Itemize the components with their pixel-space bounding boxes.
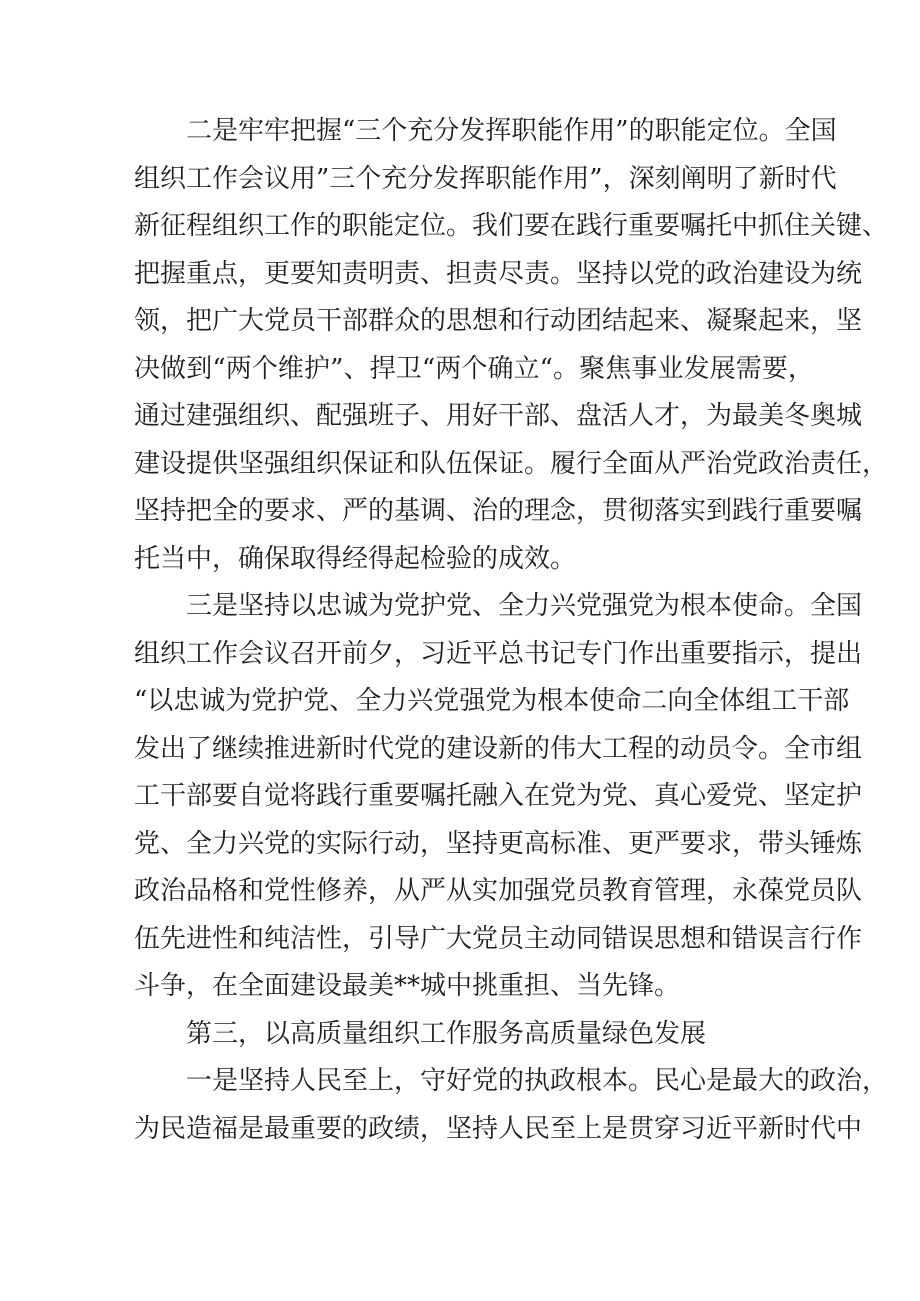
document-body (134, 108, 889, 1153)
paragraph-line: “以忠诚为党护党、全力兴党强党为根本使命二向全体组工干部 (134, 686, 850, 716)
paragraph-line: 三是坚持以忠诚为党护党、全力兴党强党为根本使命。全国 (186, 591, 863, 621)
paragraph-line: 领，把广大党员干部群众的思想和行动团结起来、凝聚起来，坚 (134, 306, 863, 336)
paragraph-line: 发出了继续推进新时代党的建设新的伟大工程的动员令。全市组 (134, 733, 863, 764)
paragraph-fundamental-mission (134, 583, 863, 1011)
paragraph-line: 工干部要自觉将践行重要嘱托融入在党为党、真心爱党、坚定护 (134, 781, 863, 811)
paragraph-line: 斗争，在全面建设最美**城中挑重担、当先锋。 (134, 971, 681, 1001)
paragraph-line: 通过建强组织、配强班子、用好干部、盘活人才，为最美冬奥城 (134, 401, 863, 431)
paragraph-line: 二是牢牢把握“三个充分发挥职能作用”的职能定位。全国 (186, 116, 837, 146)
section-heading (134, 1011, 814, 1059)
paragraph-line: 为民造福是最重要的政绩，坚持人民至上是贯穿习近平新时代中 (134, 1113, 863, 1144)
paragraph-line: 一是坚持人民至上，守好党的执政根本。民心是最大的政治， (186, 1066, 889, 1096)
section-heading-text: 第三，以高质量组织工作服务高质量绿色发展 (186, 1018, 707, 1049)
paragraph-duty-positioning (134, 108, 889, 583)
paragraph-line: 坚持把全的要求、严的基调、治的理念，贯彻落实到践行重要嘱 (134, 496, 863, 526)
paragraph-line: 党、全力兴党的实际行动，坚持更高标准、更严要求，带头锤炼 (134, 828, 863, 859)
paragraph-line: 决做到“两个维护”、捍卫“两个确立“。聚焦事业发展需要， (134, 353, 814, 384)
paragraph-line: 伍先进性和纯洁性，引导广大党员主动同错误思想和错误言行作 (134, 923, 863, 954)
paragraph-line: 组织工作会议用”三个充分发挥职能作用”，深刻阐明了新时代 (134, 163, 837, 194)
paragraph-line: 新征程组织工作的职能定位。我们要在践行重要嘱托中抓住关键、 (134, 211, 889, 241)
paragraph-line: 组织工作会议召开前夕，习近平总书记专门作出重要指示，提出 (134, 638, 863, 669)
paragraph-line: 把握重点，更要知责明责、担责尽责。坚持以党的政治建设为统 (134, 258, 863, 289)
paragraph-people-first (134, 1058, 889, 1153)
paragraph-line: 政治品格和党性修养，从严从实加强党员教育管理，永葆党员队 (134, 876, 863, 906)
paragraph-line: 托当中，确保取得经得起检验的成效。 (134, 543, 577, 574)
paragraph-line: 建设提供坚强组织保证和队伍保证。履行全面从严治党政治责任， (134, 448, 889, 479)
